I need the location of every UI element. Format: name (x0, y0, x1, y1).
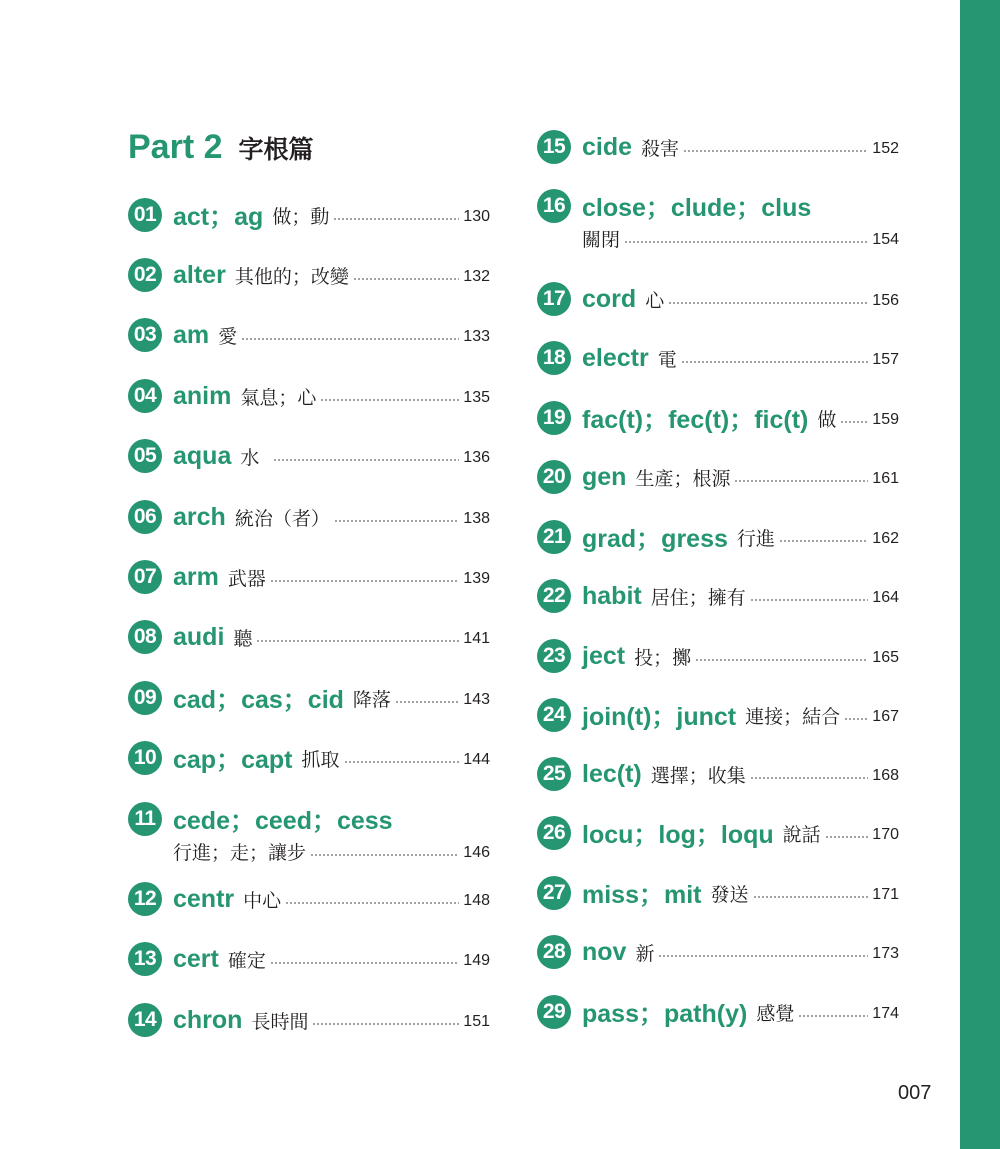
entry-meaning: 聽 (233, 627, 253, 650)
dot-leader (734, 480, 868, 482)
entry-root: anim (173, 381, 232, 410)
entry-number: 08 (128, 620, 162, 654)
dot-leader (658, 955, 868, 957)
toc-entry[interactable] (537, 578, 899, 614)
entry-meaning: 居住；擁有 (650, 586, 746, 609)
side-color-bar (960, 0, 1000, 1149)
toc-entry[interactable] (537, 994, 899, 1030)
dot-leader (753, 896, 869, 898)
toc-entry[interactable] (128, 619, 490, 655)
toc-entry[interactable] (128, 197, 490, 233)
entry-page: 170 (872, 826, 899, 843)
entry-number: 24 (537, 698, 571, 732)
toc-entry[interactable] (537, 519, 899, 555)
entry-number: 03 (128, 318, 162, 352)
dot-leader (333, 218, 459, 220)
toc-entry[interactable] (128, 257, 490, 293)
dot-leader (798, 1015, 868, 1017)
entry-root: miss；mit (582, 881, 702, 909)
dot-leader (241, 338, 459, 340)
entry-number: 04 (128, 379, 162, 413)
entry-meaning: 做 (817, 408, 837, 431)
toc-entry[interactable] (128, 1002, 490, 1038)
toc-entry[interactable] (128, 740, 490, 776)
entry-meaning: 統治（者） (234, 507, 330, 530)
entry-root: arch (173, 502, 226, 531)
entry-root: alter (173, 260, 226, 289)
entry-number: 21 (537, 520, 571, 554)
entry-number: 09 (128, 681, 162, 715)
entry-number: 02 (128, 258, 162, 292)
entry-root: cap；capt (173, 746, 293, 774)
entry-number: 11 (128, 802, 162, 836)
toc-entry[interactable] (128, 881, 490, 917)
toc-entry[interactable] (128, 941, 490, 977)
dot-leader (270, 962, 459, 964)
dot-leader (825, 836, 869, 838)
dot-leader (750, 599, 869, 601)
dot-leader (256, 640, 459, 642)
entry-page: 151 (463, 1013, 490, 1030)
dot-leader (844, 718, 868, 720)
entry-meaning: 行進；走；讓步 (173, 841, 307, 864)
entry-number: 23 (537, 639, 571, 673)
dot-leader (320, 399, 459, 401)
entry-number: 27 (537, 876, 571, 910)
toc-entry[interactable] (537, 815, 899, 851)
entry-page: 164 (872, 589, 899, 606)
page-number: 007 (898, 1082, 932, 1104)
entry-meaning: 中心 (243, 889, 282, 912)
dot-leader (312, 1023, 459, 1025)
entry-number: 15 (537, 130, 571, 164)
entry-page: 139 (463, 570, 490, 587)
toc-entry[interactable] (537, 459, 899, 495)
entry-number: 13 (128, 942, 162, 976)
toc-entry[interactable] (128, 499, 490, 535)
entry-root: chron (173, 1005, 243, 1034)
entry-number: 06 (128, 500, 162, 534)
entry-root: am (173, 320, 210, 349)
toc-entry[interactable] (128, 438, 490, 474)
entry-number: 05 (128, 439, 162, 473)
entry-meaning: 確定 (227, 949, 266, 972)
toc-entry[interactable] (537, 340, 899, 376)
entry-page: 148 (463, 892, 490, 909)
entry-meaning: 抓取 (301, 748, 340, 771)
entry-page: 156 (872, 292, 899, 309)
entry-meaning: 電 (657, 348, 677, 371)
entry-page: 157 (872, 351, 899, 368)
dot-leader (353, 278, 459, 280)
entry-number: 17 (537, 282, 571, 316)
dot-leader (310, 854, 459, 856)
entry-page: 161 (872, 470, 899, 487)
dot-leader (285, 902, 459, 904)
entry-meaning: 感覺 (756, 1002, 795, 1025)
entry-meaning: 殺害 (641, 137, 680, 160)
dot-leader (695, 659, 868, 661)
dot-leader (334, 520, 459, 522)
entry-number: 26 (537, 816, 571, 850)
toc-entry[interactable] (128, 317, 490, 353)
entry-root: act；ag (173, 203, 264, 231)
entry-page: 132 (463, 268, 490, 285)
entry-page: 167 (872, 708, 899, 725)
entry-root: close；clude；clus (582, 194, 812, 222)
entry-number: 22 (537, 579, 571, 613)
entry-root: grad；gress (582, 525, 728, 553)
entry-number: 16 (537, 189, 571, 223)
entry-root: pass；path(y) (582, 1000, 748, 1028)
entry-page: 165 (872, 649, 899, 666)
entry-page: 133 (463, 328, 490, 345)
entry-root: electr (582, 343, 649, 372)
toc-entry[interactable] (128, 801, 490, 869)
entry-page: 171 (872, 886, 899, 903)
entry-meaning: 生產；根源 (635, 467, 731, 490)
toc-entry[interactable] (128, 378, 490, 414)
dot-leader (750, 777, 869, 779)
entry-root: locu；log；loqu (582, 821, 774, 849)
entry-meaning: 行進 (736, 527, 775, 550)
entry-number: 10 (128, 741, 162, 775)
entry-number: 25 (537, 757, 571, 791)
entry-number: 12 (128, 882, 162, 916)
entry-meaning: 連接；結合 (745, 705, 841, 728)
entry-number: 14 (128, 1003, 162, 1037)
entry-meaning: 關閉 (582, 228, 621, 251)
entry-meaning: 降落 (352, 688, 391, 711)
toc-entry[interactable] (537, 638, 899, 674)
entry-root: centr (173, 884, 235, 913)
entry-number: 19 (537, 401, 571, 435)
dot-leader (395, 701, 459, 703)
entry-root: nov (582, 937, 627, 966)
entry-number: 07 (128, 560, 162, 594)
toc-entry[interactable] (537, 281, 899, 317)
entry-meaning: 其他的；改變 (234, 265, 349, 288)
entry-root: habit (582, 581, 642, 610)
toc-entry[interactable] (537, 400, 899, 436)
entry-root: cord (582, 284, 637, 313)
entry-root: audi (173, 622, 225, 651)
entry-number: 01 (128, 198, 162, 232)
entry-meaning: 心 (645, 289, 665, 312)
toc-entry[interactable] (128, 559, 490, 595)
entry-page: 138 (463, 510, 490, 527)
entry-meaning: 氣息；心 (240, 386, 317, 409)
entry-meaning: 長時間 (251, 1010, 309, 1033)
entry-page: 130 (463, 208, 490, 225)
entry-number: 29 (537, 995, 571, 1029)
entry-root: fac(t)；fec(t)；fic(t) (582, 406, 809, 434)
entry-root: arm (173, 562, 219, 591)
part-heading (128, 128, 314, 167)
entry-page: 144 (463, 751, 490, 768)
entry-page: 173 (872, 945, 899, 962)
entry-meaning: 做；動 (272, 205, 330, 228)
dot-leader (840, 421, 868, 423)
dot-leader (683, 150, 868, 152)
entry-page: 152 (872, 140, 899, 157)
dot-leader (681, 361, 869, 363)
entry-root: aqua (173, 441, 232, 470)
entry-root: cad；cas；cid (173, 686, 344, 714)
entry-page: 143 (463, 691, 490, 708)
entry-page: 136 (463, 449, 490, 466)
entry-number: 28 (537, 935, 571, 969)
entry-meaning: 新 (635, 942, 655, 965)
entry-meaning: 發送 (710, 883, 749, 906)
entry-meaning: 投；擲 (634, 646, 692, 669)
toc-entry[interactable] (537, 756, 899, 792)
entry-root: ject (582, 641, 626, 670)
entry-root: join(t)；junct (582, 703, 737, 731)
entry-root: gen (582, 462, 627, 491)
entry-number: 18 (537, 341, 571, 375)
dot-leader (779, 540, 868, 542)
entry-root: cert (173, 944, 219, 973)
entry-meaning: 愛 (218, 325, 238, 348)
toc-entry[interactable] (537, 875, 899, 911)
entry-number: 20 (537, 460, 571, 494)
toc-entry[interactable] (537, 188, 899, 256)
dot-leader (270, 580, 459, 582)
entry-meaning: 水 (240, 446, 260, 469)
dot-leader (668, 302, 868, 304)
entry-page: 135 (463, 389, 490, 406)
toc-entry[interactable] (537, 697, 899, 733)
entry-page: 141 (463, 630, 490, 647)
part-label: Part 2 (128, 128, 223, 166)
dot-leader (344, 761, 460, 763)
toc-entry[interactable] (537, 129, 899, 165)
entry-page: 162 (872, 530, 899, 547)
dot-leader (624, 241, 868, 243)
entry-root: cide (582, 132, 633, 161)
entry-meaning: 說話 (782, 823, 821, 846)
entry-page: 174 (872, 1005, 899, 1022)
entry-meaning: 武器 (227, 567, 266, 590)
entry-page: 149 (463, 952, 490, 969)
dot-leader (273, 459, 459, 461)
entry-page: 146 (463, 844, 490, 861)
toc-entry[interactable] (128, 680, 490, 716)
toc-entry[interactable] (537, 934, 899, 970)
entry-root: lec(t) (582, 759, 642, 788)
entry-page: 154 (872, 231, 899, 248)
entry-page: 159 (872, 411, 899, 428)
part-title: 字根篇 (238, 135, 314, 164)
entry-page: 168 (872, 767, 899, 784)
entry-meaning: 選擇；收集 (650, 764, 746, 787)
entry-root: cede；ceed；cess (173, 807, 393, 835)
